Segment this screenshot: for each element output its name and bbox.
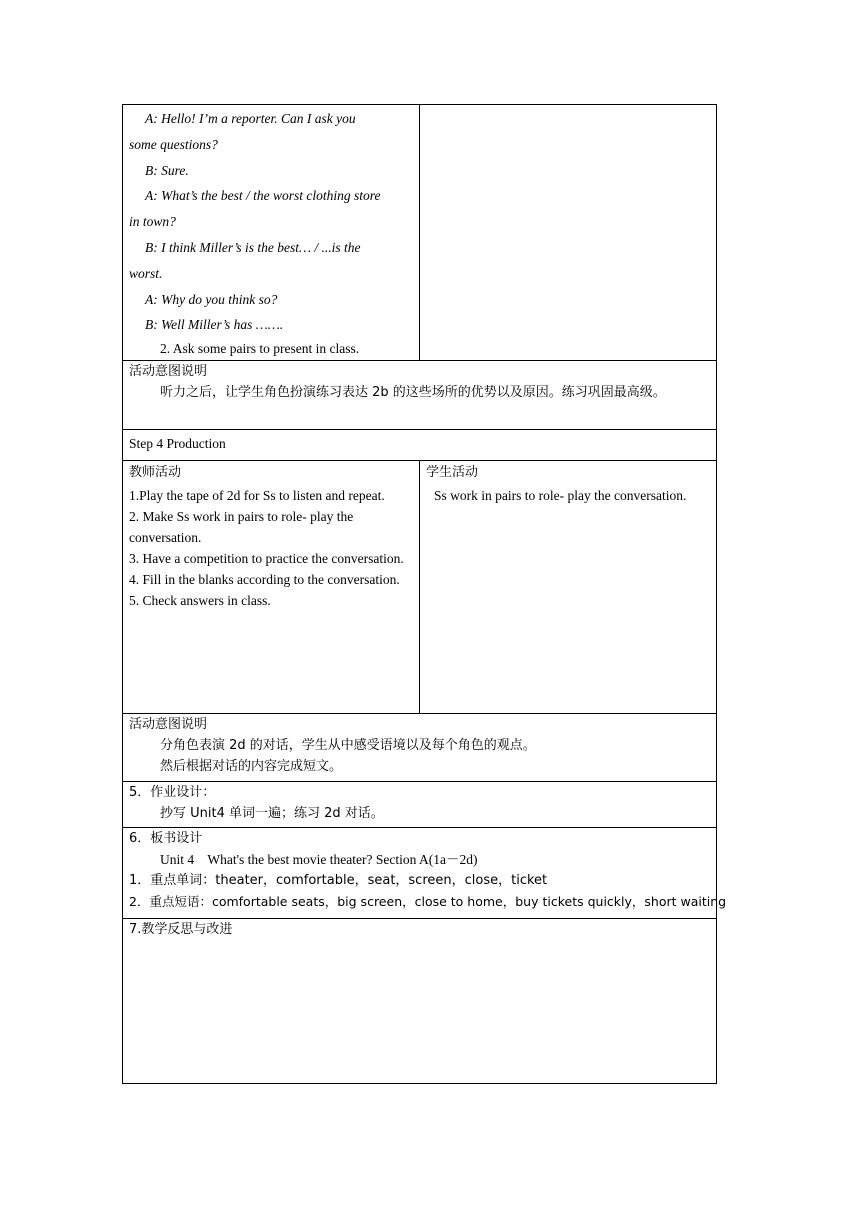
- board-words: 1．重点单词：theater，comfortable，seat，screen，close，ticket: [129, 873, 548, 889]
- empty-cell: [420, 105, 717, 361]
- intent-heading: 活动意图说明: [129, 717, 208, 733]
- dialogue-line: B: I think Miller’s is the best… / ...is the: [145, 239, 361, 255]
- homework-cell: [123, 782, 717, 828]
- intent-cell-1: [123, 361, 717, 430]
- board-row: [123, 828, 717, 919]
- teacher-item: 3. Have a competition to practice the conversation.: [129, 551, 404, 567]
- activity-row: [123, 461, 717, 714]
- student-body: Ss work in pairs to role- play the conversation.: [434, 488, 687, 504]
- homework-row: [123, 782, 717, 828]
- intent-heading: 活动意图说明: [129, 364, 208, 380]
- dialogue-line: in town?: [129, 214, 176, 230]
- lesson-plan-page: [122, 104, 727, 1084]
- teacher-item: 1.Play the tape of 2d for Ss to listen and repeat.: [129, 488, 385, 504]
- board-heading: 6．板书设计: [129, 831, 203, 847]
- dialogue-line: A: What’s the best / the worst clothing store: [145, 188, 381, 204]
- intent-body: 听力之后，让学生角色扮演练习表达 2b 的这些场所的优势以及原因。练习巩固最高级。: [160, 385, 666, 401]
- board-cell: [123, 828, 727, 919]
- intent-line: 分角色表演 2d 的对话，学生从中感受语境以及每个角色的观点。: [160, 738, 536, 754]
- student-activity-cell: [420, 461, 717, 714]
- reflection-heading: 7.教学反思与改进: [129, 922, 233, 938]
- dialogue-row: [123, 105, 717, 361]
- present-step: 2. Ask some pairs to present in class.: [160, 341, 360, 357]
- dialogue-line: A: Hello! I’m a reporter. Can I ask you: [145, 111, 356, 126]
- lesson-plan-table: [122, 104, 727, 1084]
- teacher-item: 2. Make Ss work in pairs to role- play the conversation.: [129, 509, 354, 546]
- dialogue-cell: [123, 105, 420, 361]
- intent-line: 然后根据对话的内容完成短文。: [160, 759, 343, 775]
- intent-cell-2: [123, 714, 717, 782]
- homework-heading: 5．作业设计：: [129, 785, 216, 801]
- dialogue-line: some questions?: [129, 136, 218, 152]
- dialogue-line: A: Why do you think so?: [145, 291, 278, 307]
- dialogue-line: worst.: [129, 265, 163, 281]
- teacher-heading: 教师活动: [129, 465, 182, 481]
- reflection-row: [123, 919, 717, 1084]
- step-title: Step 4 Production: [123, 430, 717, 461]
- board-title: Unit 4 What's the best movie theater? Section A(1a－2d): [160, 852, 478, 868]
- teacher-item: 4. Fill in the blanks according to the conversation.: [129, 572, 400, 588]
- intent-row-2: [123, 714, 717, 782]
- reflection-cell: [123, 919, 717, 1084]
- dialogue: [129, 105, 413, 338]
- teacher-item: 5. Check answers in class.: [129, 593, 271, 609]
- student-heading: 学生活动: [426, 465, 479, 481]
- teacher-activity-cell: [123, 461, 420, 714]
- step-row: [123, 430, 717, 461]
- homework-body: 抄写 Unit4 单词一遍；练习 2d 对话。: [160, 806, 384, 822]
- intent-row-1: [123, 361, 717, 430]
- board-phrases: 2．重点短语：comfortable seats，big screen，close to home，buy tickets quickly，short waiting: [129, 894, 727, 910]
- dialogue-line: B: Well Miller’s has …….: [145, 317, 284, 333]
- dialogue-line: B: Sure.: [145, 162, 189, 178]
